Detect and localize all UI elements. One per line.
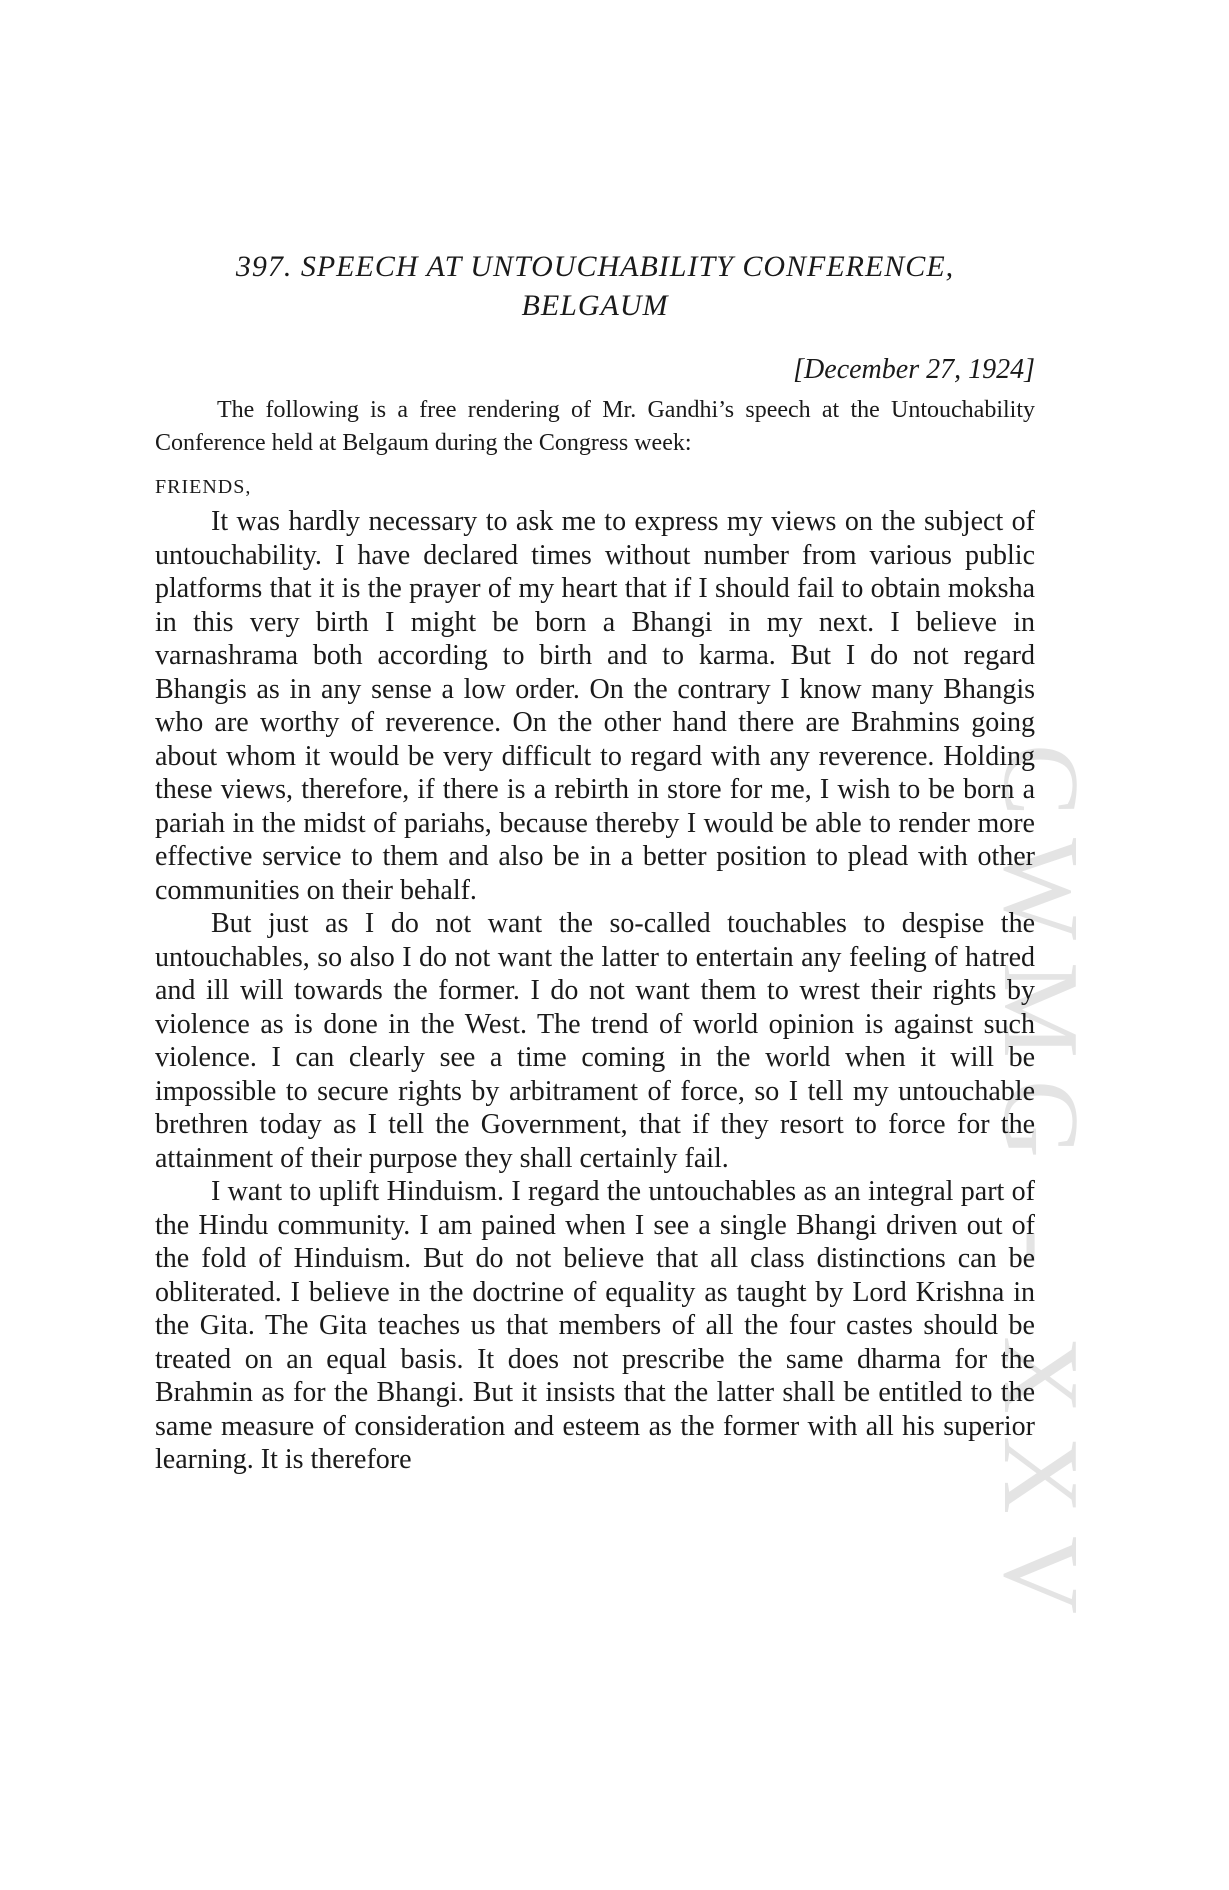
salutation: FRIENDS, [155,476,252,498]
body-paragraph-3: I want to uplift Hinduism. I regard the untouchables as an integral part of the Hindu community. I am pained when I see a single Bhangi driven out of the fold of Hinduism. But do not believe that all class distinctions can be obliterated. I believe in the doctrine of equality as taught by Lord Krishna in the Gita. The Gita teaches us that members of all the four castes should be treated on an equal basis. It does not prescribe the same dharma for the Brahmin as for the Bhangi. But it insists that the latter shall be entitled to the same measure of consideration and esteem as the former with all his superior learning. It is therefore [155,1176,1035,1475]
body-paragraph-1: It was hardly necessary to ask me to express my views on the subject of untouchability. I have declared times without number from various public platforms that it is the prayer of my heart that if I should fail to obtain moksha in this very birth I might be born a Bhangi in my next. I believe in varnashrama both according to birth and to karma. But I do not regard Bhangis as in any sense a low order. On the contrary I know many Bhangis who are worthy of reverence. On the other hand there are Brahmins going about whom it would be very difficult to regard with any reverence. Holding these views, therefore, if there is a rebirth in store for me, I wish to be born a pariah in the midst of pariahs, because thereby I would be able to render more effective service to them and also be in a better position to plead with other communities on their behalf. [155,506,1035,906]
speech-date: [December 27, 1924] [793,354,1035,385]
title-line-2: BELGAUM [521,289,669,322]
body-paragraph-2: But just as I do not want the so-called touchables to despise the untouchables, so also I do not want the latter to entertain any feeling of hatred and ill will towards the former. I do not want them to wrest their rights by violence as is done in the West. The trend of world opinion is against such violence. I can clearly see a time coming in the world when it will be impossible to secure rights by arbitrament of force, so I tell my untouchable brethren today as I tell the Government, that if they resort to force for the attainment of their purpose they shall certainly fail. [155,908,1035,1174]
title-line-1: 397. SPEECH AT UNTOUCHABILITY CONFERENCE, [235,250,955,283]
intro-note: The following is a free rendering of Mr. Gandhi’s speech at the Untouchability Conference held at Belgaum during the Congress week: [155,397,1035,456]
document-page [155,247,1035,1477]
watermark-text: CWMG - XXV [981,744,1100,1636]
speech-title [155,247,1035,325]
